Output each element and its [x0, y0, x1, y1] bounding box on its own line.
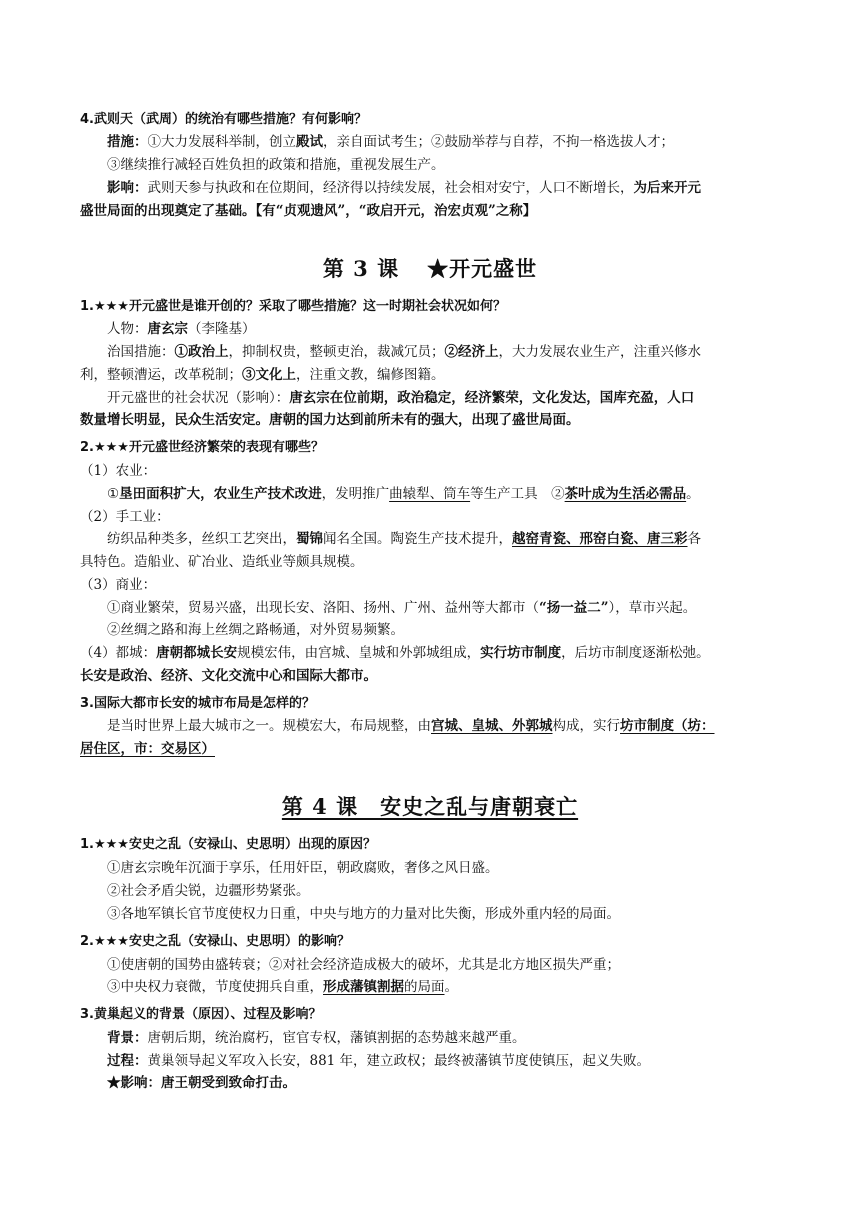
keyword-underlined: 越窑青瓷、邢窑白瓷、唐三彩: [512, 531, 688, 547]
text: 黄巢领导起义军攻入长安，881 年，建立政权；最终被藩镇节度使镇压，起义失败。: [147, 1053, 651, 1069]
text: ③继续推行减轻百姓负担的政策和措施，重视发展生产。: [107, 157, 445, 173]
question-text: 3.黄巢起义的背景（原因）、过程及影响？: [80, 1007, 322, 1022]
question-text: 3.国际大都市长安的城市布局是怎样的？: [80, 696, 315, 711]
text: （2）手工业：: [80, 509, 170, 525]
commerce-heading: [80, 575, 790, 595]
capital-line-2: [80, 666, 790, 686]
keyword-dianshi: 殿试: [296, 134, 323, 150]
text: 闻名全国。陶瓷生产技术提升，: [323, 531, 512, 547]
keyword-underlined: 宫城、皇城、外郭城: [431, 718, 553, 734]
text: 。: [444, 979, 458, 995]
text: 利，整顿漕运，改革税制；: [80, 367, 242, 383]
text: 纺织品种类多，丝织工艺突出，: [107, 531, 296, 547]
keyword: 实行坊市制度: [480, 645, 562, 661]
keyword: 唐朝都城长安: [156, 645, 238, 661]
text: ，后坊市制度逐渐松弛。: [561, 645, 710, 661]
question-text: 2.★★★安史之乱（安禄山、史思明）的影响？: [80, 934, 350, 949]
keyword-underlined: 居住区，市：交易区）: [80, 741, 215, 757]
handicraft-line-1: [107, 529, 817, 549]
keyword: ③文化上: [242, 367, 296, 383]
text: 武则天参与执政和在位期间，经济得以持续发展，社会相对安宁，人口不断增长，: [147, 180, 634, 196]
layout-line-1: [107, 716, 817, 736]
text: ①: [107, 486, 120, 502]
label-influence: 影响：: [107, 180, 148, 196]
influence-line-2: [80, 201, 790, 221]
text: 。: [686, 486, 700, 502]
text: ①商业繁荣，贸易兴盛，出现长安、洛阳、扬州、广州、益州等大都市（: [107, 600, 539, 616]
question-anshi-influence: [80, 932, 790, 952]
text: 等生产工具 ②: [470, 486, 565, 502]
background-line: [107, 1028, 817, 1048]
text: 各: [687, 531, 701, 547]
keyword-tangxuanzong: 唐玄宗: [147, 321, 188, 337]
keyword: ②经济上: [444, 344, 499, 360]
question-text: 1.★★★开元盛世是谁开创的？采取了哪些措施？这一时期社会状况如何？: [80, 299, 506, 314]
text: ，注重文教，编修图籍。: [296, 367, 445, 383]
society-line-1: [107, 388, 817, 408]
text-bold: 为后来开元: [633, 180, 701, 196]
question-text: 1.★★★安史之乱（安禄山、史思明）出现的原因？: [80, 837, 376, 852]
person-line: [107, 319, 817, 339]
question-kaiyuan-2: [80, 438, 790, 458]
agriculture-line: [107, 484, 817, 504]
keyword-underlined: 形成藩镇割据: [323, 979, 404, 995]
influence-line-1: [107, 178, 817, 198]
society-line-2: [80, 410, 790, 430]
text: 治国措施：: [107, 344, 175, 360]
text: ，抑制权贵，整顿吏治，裁减冗员；: [228, 344, 445, 360]
text: （3）商业：: [80, 577, 157, 593]
keyword: ①政治上: [174, 344, 229, 360]
measures-line-1: [107, 132, 817, 152]
cause-line-1: [107, 858, 817, 878]
commerce-line-2: [107, 620, 817, 640]
label-influence: ★影响：: [107, 1075, 161, 1091]
text-bold: 长安是政治、经济、文化交流中心和国际大都市。: [80, 668, 377, 684]
text: ），草市兴起。: [608, 600, 697, 616]
text: 具特色。造船业、矿冶业、造纸业等颇具规模。: [80, 554, 364, 570]
question-text: 4.武则天（武周）的统治有哪些措施？有何影响？: [80, 112, 367, 127]
text-bold: 垦田面积扩大，农业生产技术改进: [119, 486, 322, 502]
text: （4）都城：: [80, 645, 157, 661]
keyword-shujin: 蜀锦: [296, 531, 323, 547]
keyword: “扬一益二”: [539, 600, 609, 616]
text: ②丝绸之路和海上丝绸之路畅通，对外贸易频繁。: [107, 622, 404, 638]
text: ，大力发展农业生产，注重兴修水: [498, 344, 701, 360]
text: 的局面: [404, 979, 445, 995]
text-bold: 盛世局面的出现奠定了基础。【有“贞观遗风”，“政启开元，治宏贞观”之称】: [80, 203, 537, 219]
process-line: [107, 1051, 817, 1071]
governance-line-2: [80, 365, 790, 385]
lesson-name: ★开元盛世: [427, 256, 538, 281]
question-text: 2.★★★开元盛世经济繁荣的表现有哪些？: [80, 440, 324, 455]
label-process: 过程：: [107, 1053, 148, 1069]
agriculture-heading: [80, 461, 790, 481]
text: ②社会矛盾尖锐，边疆形势紧张。: [107, 883, 310, 899]
text: 是当时世界上最大城市之一。规模宏大，布局规整，由: [107, 718, 431, 734]
label-measures: 措施：: [107, 134, 148, 150]
governance-line-1: [107, 342, 817, 362]
text: ③各地军镇长官节度使权力日重，中央与地方的力量对比失衡，形成外重内轻的局面。: [107, 906, 620, 922]
keyword-underlined: 坊市制度（坊：: [620, 718, 715, 734]
handicraft-line-2: [80, 552, 790, 572]
anshi-influence-line-2: [107, 977, 817, 997]
text: ①使唐朝的国势由盛转衰；②对社会经济造成极大的破坏，尤其是北方地区损失严重；: [107, 957, 620, 973]
text-bold: 唐王朝受到致命打击。: [161, 1075, 296, 1091]
capital-line-1: [80, 643, 790, 663]
label-background: 背景：: [107, 1030, 148, 1046]
anshi-influence-line-1: [107, 955, 817, 975]
text: ③中央权力衰微，节度使拥兵自重，: [107, 979, 323, 995]
commerce-line-1: [107, 598, 817, 618]
cause-line-2: [107, 881, 817, 901]
text-bold: 唐玄宗在位前期，政治稳定，经济繁荣，文化发达，国库充盈，人口: [289, 390, 695, 406]
question-kaiyuan-1: [80, 297, 790, 317]
text: ①大力发展科举制，创立: [147, 134, 296, 150]
huangchao-influence-line: [107, 1073, 817, 1093]
keyword-underlined: 曲辕犁、筒车: [389, 486, 471, 502]
text: 唐朝后期，统治腐朽，宦官专权，藩镇割据的态势越来越严重。: [147, 1030, 526, 1046]
text: （李隆基）: [188, 321, 256, 337]
text: ，发明推广: [321, 486, 390, 502]
lesson-3-title: [0, 254, 860, 284]
handicraft-heading: [80, 507, 790, 527]
lesson-name: 第 4 课 安史之乱与唐朝衰亡: [281, 794, 579, 819]
layout-line-2: [80, 739, 790, 759]
lesson-number: 第 3 课: [322, 256, 400, 281]
keyword-underlined: 茶叶成为生活必需品: [564, 486, 687, 502]
text: ①唐玄宗晚年沉湎于享乐，任用奸臣，朝政腐败，奢侈之风日盛。: [107, 860, 499, 876]
question-anshi-cause: [80, 835, 790, 855]
lesson-4-title: [0, 792, 860, 822]
question-changan-layout: [80, 694, 790, 714]
text: 构成，实行: [552, 718, 620, 734]
text: 规模宏伟，由宫城、皇城和外郭城组成，: [237, 645, 481, 661]
text-bold: 数量增长明显，民众生活安定。唐朝的国力达到前所未有的强大，出现了盛世局面。: [80, 412, 580, 428]
question-wuzetian: [80, 110, 790, 130]
measures-line-2: [107, 155, 817, 175]
text: （1）农业：: [80, 463, 157, 479]
text: 人物：: [107, 321, 148, 337]
question-huangchao: [80, 1005, 790, 1025]
text: 开元盛世的社会状况（影响）：: [107, 390, 290, 406]
text: ，亲自面试考生；②鼓励举荐与自荐，不拘一格选拔人才；: [323, 134, 674, 150]
cause-line-3: [107, 904, 817, 924]
